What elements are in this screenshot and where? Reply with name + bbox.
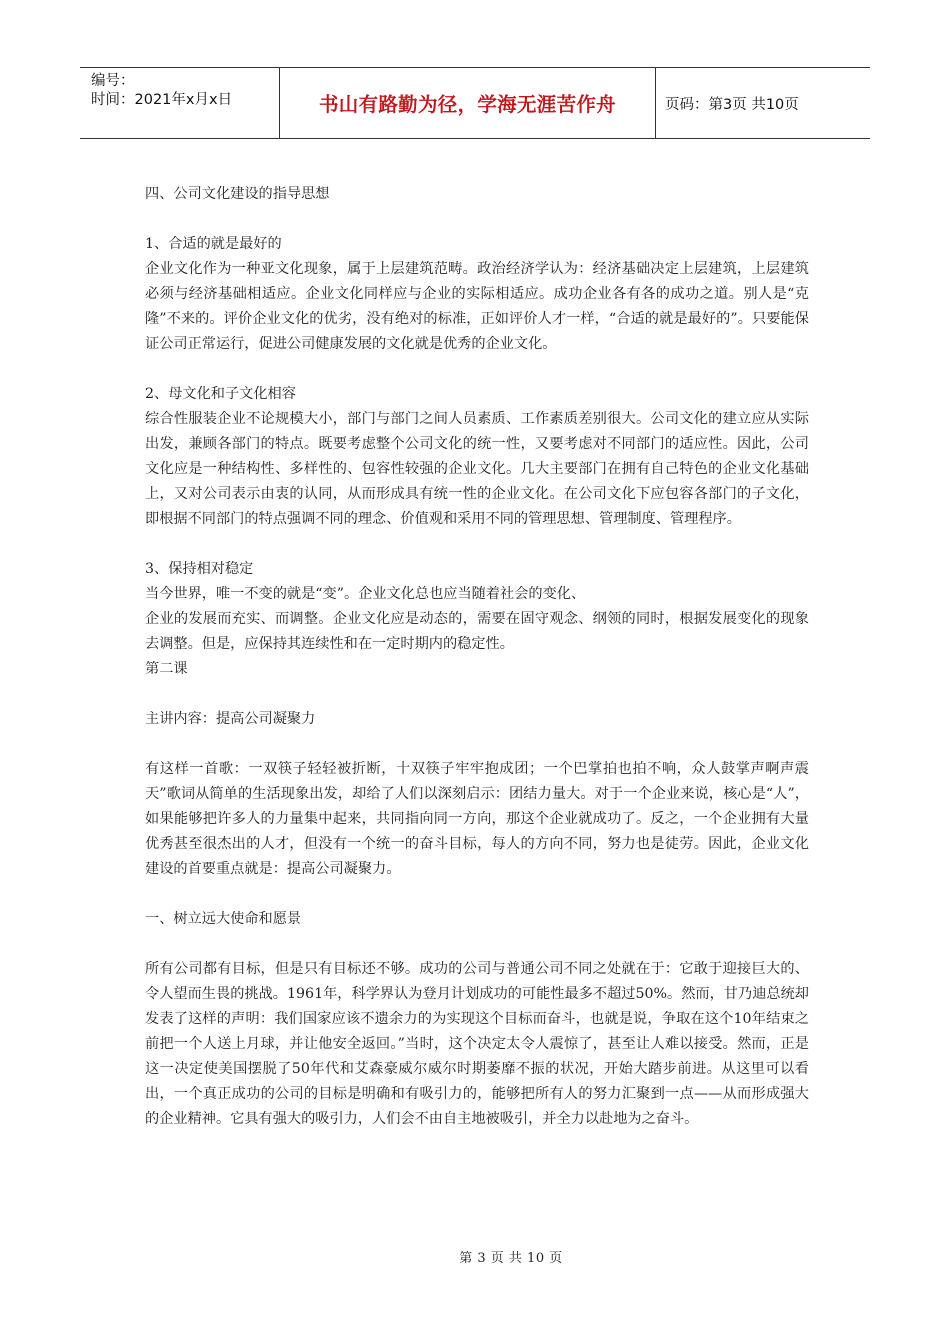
point-3-heading: 3、保持相对稳定 bbox=[145, 561, 254, 577]
lesson-title: 第二课 bbox=[145, 661, 188, 677]
point-2-heading: 2、母文化和子文化相容 bbox=[145, 386, 296, 402]
date-label: 时间：2021年x月x日 bbox=[91, 92, 233, 108]
point-3-first-line: 当今世界，唯一不变的就是“变”。企业文化总也应当随着社会的变化、 bbox=[145, 586, 586, 602]
motto-text: 书山有路勤为径，学海无涯苦作舟 bbox=[318, 93, 616, 116]
page-header bbox=[80, 67, 870, 139]
point-1-paragraph: 企业文化作为一种亚文化现象，属于上层建筑范畴。政治经济学认为：经济基础决定上层建筑，上层建筑必须与经济基础相适应。企业文化同样应与企业的实际相适应。成功企业各有各的成功之道。别人是“克隆”不来的。评价企业文化的优劣，没有绝对的标准，正如评价人才一样，“合适的就是最好的”。只要能保证公司正常运行，促进公司健康发展的文化就是优秀的企业文化。 bbox=[145, 261, 809, 352]
document-body bbox=[145, 182, 809, 1132]
page-label: 页码：第3页 共10页 bbox=[665, 96, 799, 113]
number-label: 编号： bbox=[91, 73, 135, 89]
header-page-cell bbox=[656, 68, 870, 138]
lecture-topic: 主讲内容：提高公司凝聚力 bbox=[145, 711, 316, 727]
footer-page-number: 第 3 页 共 10 页 bbox=[459, 1251, 563, 1266]
header-motto-cell bbox=[280, 68, 656, 138]
intro-paragraph: 有这样一首歌：一双筷子轻轻被折断，十双筷子牢牢抱成团；一个巴掌拍也拍不响，众人鼓掌声啊声震天”歌词从简单的生活现象出发，却给了人们以深刻启示：团结力量大。对于一个企业来说，核心是“人”，如果能够把许多人的力量集中起来，共同指向同一方向，那这个企业就成功了。反之，一个企业拥有大量优秀甚至很杰出的人才，但没有一个统一的奋斗目标，每人的方向不同，努力也是徒劳。因此，企业文化建设的首要重点就是：提高公司凝聚力。 bbox=[145, 761, 809, 877]
section-heading-guiding-ideas: 四、公司文化建设的指导思想 bbox=[145, 186, 330, 202]
point-3-paragraph: 企业的发展而充实、而调整。企业文化应是动态的，需要在固守观念、纲领的同时，根据发展变化的现象去调整。但是，应保持其连续性和在一定时期内的稳定性。 bbox=[145, 611, 809, 652]
mission-paragraph: 所有公司都有目标，但是只有目标还不够。成功的公司与普通公司不同之处就在于：它敢于迎接巨大的、令人望而生畏的挑战。1961年，科学界认为登月计划成功的可能性最多不超过50%。然而，甘乃迪总统却发表了这样的声明：我们国家应该不遗余力的为实现这个目标而奋斗，也就是说，争取在这个10年结束之前把一个人送上月球，并让他安全返回。”当时，这个决定太令人震惊了，甚至让人难以接受。然而，正是这一决定使美国摆脱了50年代和艾森豪威尔威尔时期萎靡不振的状况，开始大踏步前进。从这里可以看出，一个真正成功的公司的目标是明确和有吸引力的，能够把所有人的努力汇聚到一点——从而形成强大的企业精神。它具有强大的吸引力，人们会不由自主地被吸引，并全力以赴地为之奋斗。 bbox=[145, 961, 809, 1127]
point-1-heading: 1、合适的就是最好的 bbox=[145, 236, 282, 252]
header-meta-cell bbox=[80, 68, 280, 138]
section-heading-mission: 一、树立远大使命和愿景 bbox=[145, 911, 302, 927]
point-2-paragraph: 综合性服装企业不论规模大小，部门与部门之间人员素质、工作素质差别很大。公司文化的建立应从实际出发，兼顾各部门的特点。既要考虑整个公司文化的统一性，又要考虑对不同部门的适应性。因此，公司文化应是一种结构性、多样性的、包容性较强的企业文化。几大主要部门在拥有自己特色的企业文化基础上，又对公司表示由衷的认同，从而形成具有统一性的企业文化。在公司文化下应包容各部门的子文化，即根据不同部门的特点强调不同的理念、价值观和采用不同的管理思想、管理制度、管理程序。 bbox=[145, 411, 809, 527]
page-footer bbox=[0, 1247, 950, 1266]
